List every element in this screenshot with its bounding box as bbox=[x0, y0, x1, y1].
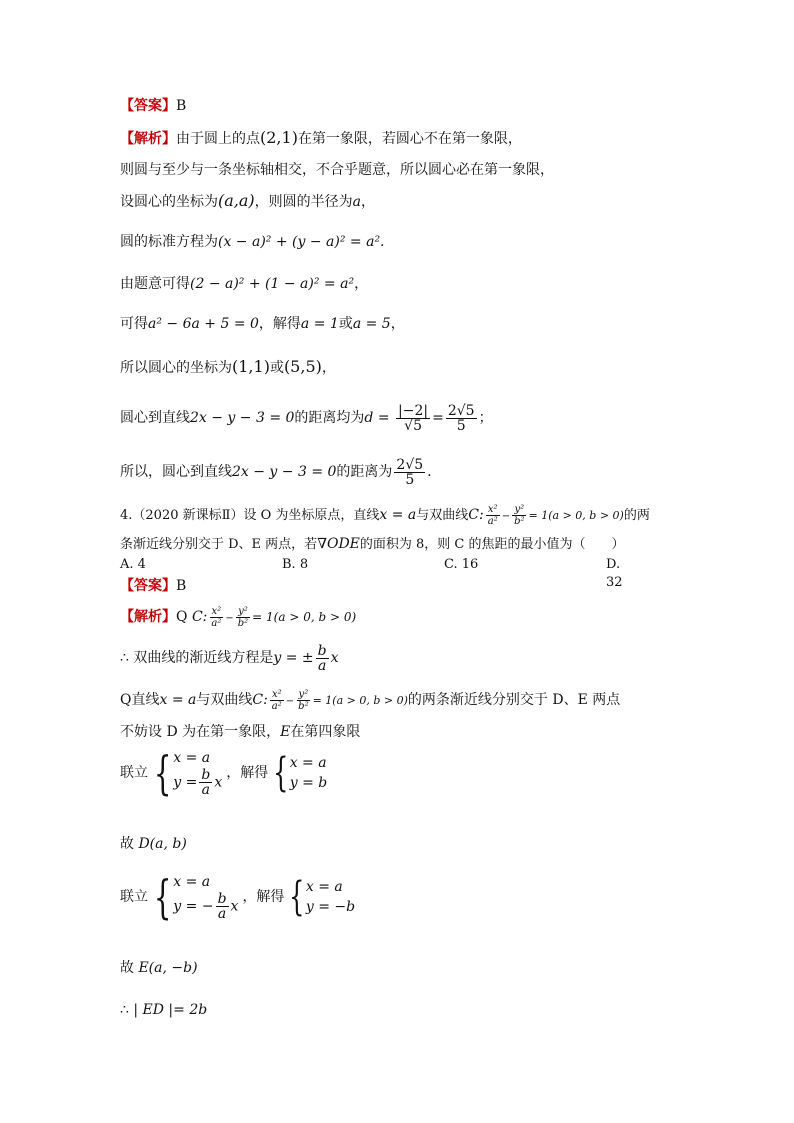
text: ； bbox=[478, 410, 493, 426]
numerator: x² bbox=[211, 605, 222, 617]
math-equation: (2 − a)² + (1 − a)² = a² bbox=[190, 276, 355, 292]
brace-icon: { bbox=[289, 873, 305, 920]
denominator: 5 bbox=[405, 471, 415, 488]
text: 在第一象限，若圆心不在第一象限， bbox=[297, 131, 522, 147]
text: 在第四象限 bbox=[290, 724, 361, 740]
math-line: 2x − y − 3 = 0 bbox=[232, 464, 337, 480]
fraction bbox=[216, 892, 229, 921]
analysis-line-3 bbox=[120, 684, 620, 718]
numerator: x² bbox=[271, 688, 282, 700]
math-point: (5,5) bbox=[283, 357, 322, 376]
brace-icon: { bbox=[153, 745, 172, 800]
denominator: b² bbox=[237, 617, 249, 629]
numerator: b bbox=[317, 642, 327, 659]
math-condition: = 1(a > 0, b > 0) bbox=[252, 610, 357, 624]
analysis-line-2 bbox=[120, 640, 339, 676]
prev-analysis-line-6 bbox=[120, 314, 405, 334]
text: 圆心到直线 bbox=[120, 410, 190, 426]
math-solution: a = 1 bbox=[300, 316, 339, 332]
answer-tag: 【答案】 bbox=[120, 98, 176, 114]
prev-analysis-line-8 bbox=[120, 398, 493, 438]
system-row: x = a bbox=[173, 874, 211, 890]
text: 设圆心的坐标为 bbox=[120, 194, 218, 210]
math-equals: = bbox=[432, 410, 444, 426]
text: 联立 bbox=[120, 764, 148, 781]
math-minus: − bbox=[225, 613, 234, 624]
text: 条渐近线分别交于 D、E 两点，若 bbox=[120, 537, 318, 552]
fraction bbox=[236, 606, 250, 629]
math-point: E(a, −b) bbox=[138, 960, 198, 976]
fraction bbox=[316, 644, 329, 673]
text: 联立 bbox=[120, 888, 148, 905]
text: 故 bbox=[120, 960, 134, 976]
denominator: 5 bbox=[456, 417, 466, 434]
math-expression: y = bbox=[173, 774, 198, 791]
system-rows bbox=[290, 753, 328, 793]
because-symbol: Q bbox=[176, 609, 188, 625]
therefore-symbol: ∴ bbox=[120, 1002, 129, 1018]
denominator: a bbox=[317, 657, 327, 674]
system-rows bbox=[173, 872, 238, 921]
math-expression: y = ± bbox=[273, 650, 314, 666]
fraction bbox=[446, 404, 477, 433]
text: 的距离均为 bbox=[294, 410, 365, 426]
text: 的面积为 8，则 C 的焦距的最小值为（ ） bbox=[359, 537, 625, 552]
denominator: b² bbox=[514, 516, 525, 527]
numerator: y² bbox=[238, 605, 248, 617]
option-b[interactable]: B. 8 bbox=[282, 557, 309, 572]
system-row: y = b bbox=[289, 774, 328, 791]
equation-system bbox=[120, 869, 356, 924]
analysis-line-8 bbox=[120, 958, 198, 978]
math-center: (a,a) bbox=[218, 191, 255, 210]
math-line: 2x − y − 3 = 0 bbox=[190, 410, 295, 426]
analysis-line-1 bbox=[120, 600, 356, 636]
analysis-line-4 bbox=[120, 722, 360, 742]
math-minus: − bbox=[285, 696, 295, 707]
system-row: x = a bbox=[305, 878, 343, 895]
text: ，解得 bbox=[242, 888, 285, 905]
prev-analysis-line-1 bbox=[120, 128, 522, 149]
prev-analysis-line-4 bbox=[120, 232, 385, 252]
text: 直线 bbox=[131, 692, 160, 708]
math-curve-name: C: bbox=[252, 692, 268, 708]
brace-icon: { bbox=[153, 869, 172, 924]
fraction bbox=[396, 404, 430, 433]
question-source: （2020 新课标Ⅱ） bbox=[132, 508, 244, 523]
fraction bbox=[394, 458, 425, 487]
prev-analysis-line-5 bbox=[120, 274, 368, 294]
text: 由题意可得 bbox=[120, 276, 190, 292]
system-rows bbox=[173, 748, 222, 797]
answer-line bbox=[120, 576, 186, 596]
fraction bbox=[199, 768, 212, 797]
math-equation: (x − a)² + (y − a)² = a². bbox=[218, 234, 385, 250]
prev-analysis-line-9 bbox=[120, 452, 432, 492]
answer-value: B bbox=[176, 98, 187, 114]
brace-icon: { bbox=[273, 749, 289, 796]
math-variable: x bbox=[214, 774, 223, 791]
denominator: a² bbox=[211, 617, 222, 629]
text: 圆的标准方程为 bbox=[120, 234, 218, 250]
text: 则圆与至少与一条坐标轴相交，不合乎题意，所以圆心必在第一象限， bbox=[120, 162, 554, 178]
system-row bbox=[173, 768, 222, 797]
numerator: x² bbox=[487, 504, 498, 515]
numerator: |−2| bbox=[398, 402, 429, 419]
equation-system bbox=[120, 745, 328, 800]
math-line: x = a bbox=[159, 692, 197, 708]
denominator: a bbox=[217, 906, 227, 922]
text: ， bbox=[361, 194, 376, 210]
text: 由于圆上的点 bbox=[176, 131, 260, 147]
option-c[interactable]: C. 16 bbox=[444, 557, 479, 572]
answer-tag: 【答案】 bbox=[120, 578, 176, 594]
therefore-symbol: ∴ bbox=[120, 650, 129, 666]
math-equation: | ED |= 2b bbox=[133, 1002, 208, 1018]
system-rows bbox=[306, 877, 355, 917]
system-row bbox=[173, 892, 238, 921]
denominator: a² bbox=[271, 700, 282, 712]
fraction bbox=[486, 504, 500, 527]
text: 所以，圆心到直线 bbox=[120, 464, 232, 480]
denominator: a² bbox=[487, 516, 498, 527]
fraction bbox=[209, 606, 223, 629]
analysis-line-system-2 bbox=[120, 869, 356, 942]
denominator: √5 bbox=[404, 417, 422, 434]
text: ， bbox=[321, 360, 336, 376]
math-variable: E bbox=[280, 724, 291, 740]
numerator: b bbox=[201, 767, 211, 783]
math-radius: a bbox=[352, 194, 362, 210]
denominator: a bbox=[201, 782, 211, 798]
numerator: 2√5 bbox=[447, 402, 475, 419]
math-condition: = 1(a > 0, b > 0) bbox=[528, 509, 624, 522]
system-row: y = −b bbox=[305, 898, 356, 915]
text: 或 bbox=[338, 316, 353, 332]
numerator: y² bbox=[514, 504, 525, 515]
analysis-tag: 【解析】 bbox=[120, 131, 176, 147]
math-condition: = 1(a > 0, b > 0) bbox=[312, 694, 408, 707]
numerator: y² bbox=[298, 688, 309, 700]
fraction bbox=[512, 504, 526, 527]
text: 可得 bbox=[120, 316, 148, 332]
question-line-1 bbox=[120, 500, 650, 532]
text: 或 bbox=[269, 360, 284, 376]
answer-value: B bbox=[176, 578, 187, 594]
analysis-line-9 bbox=[120, 1000, 207, 1020]
analysis-line-system-1 bbox=[120, 745, 328, 818]
math-d: d = bbox=[364, 410, 390, 426]
denominator: b² bbox=[298, 700, 309, 712]
math-point: D(a, b) bbox=[138, 836, 187, 852]
text: ， bbox=[354, 276, 369, 292]
question-line-2 bbox=[120, 534, 625, 555]
text: . bbox=[427, 464, 432, 480]
text: ， bbox=[390, 316, 405, 332]
prev-analysis-line-2 bbox=[120, 160, 554, 180]
option-a[interactable]: A. 4 bbox=[120, 557, 146, 572]
math-variable: x bbox=[330, 650, 339, 666]
text: 故 bbox=[120, 836, 134, 852]
text: 所以圆心的坐标为 bbox=[120, 360, 232, 376]
math-solution: a = 5 bbox=[352, 316, 391, 332]
analysis-line-6 bbox=[120, 834, 187, 854]
text: 与双曲线 bbox=[196, 692, 253, 708]
system-row: x = a bbox=[289, 754, 327, 771]
math-point: (2,1) bbox=[260, 128, 298, 147]
text: 的两条渐近线分别交于 D、E 两点 bbox=[407, 692, 621, 708]
math-equation: a² − 6a + 5 = 0 bbox=[148, 316, 259, 332]
numerator: b bbox=[217, 891, 227, 907]
math-triangle: ∇ODE bbox=[317, 536, 360, 552]
math-curve-name: C: bbox=[191, 609, 208, 625]
option-d[interactable]: D. 32 bbox=[606, 557, 623, 590]
fraction bbox=[296, 689, 310, 712]
math-point: (1,1) bbox=[232, 357, 270, 376]
question-number: 4. bbox=[120, 508, 133, 523]
prev-analysis-line-3 bbox=[120, 191, 375, 212]
text: ，则圆的半径为 bbox=[254, 194, 353, 210]
text: 与双曲线 bbox=[416, 508, 469, 523]
text: ，解得 bbox=[258, 316, 301, 332]
text: 不妨设 D 为在第一象限， bbox=[120, 724, 281, 740]
math-minus: − bbox=[501, 511, 511, 522]
text: 的两 bbox=[623, 508, 650, 523]
analysis-tag: 【解析】 bbox=[120, 609, 176, 625]
text: ，解得 bbox=[226, 764, 269, 781]
system-row: x = a bbox=[173, 750, 211, 766]
prev-analysis-line-7 bbox=[120, 357, 336, 378]
math-variable: x bbox=[230, 898, 239, 915]
math-line: x = a bbox=[379, 507, 417, 523]
math-curve-name: C: bbox=[468, 507, 484, 523]
fraction bbox=[270, 689, 284, 712]
text: 的距离为 bbox=[336, 464, 393, 480]
text: 设 O 为坐标原点，直线 bbox=[243, 508, 380, 523]
prev-answer-line bbox=[120, 96, 186, 116]
numerator: 2√5 bbox=[396, 456, 424, 473]
text: 双曲线的渐近线方程是 bbox=[133, 650, 274, 666]
because-symbol: Q bbox=[120, 692, 132, 708]
math-expression: y = − bbox=[173, 898, 214, 915]
